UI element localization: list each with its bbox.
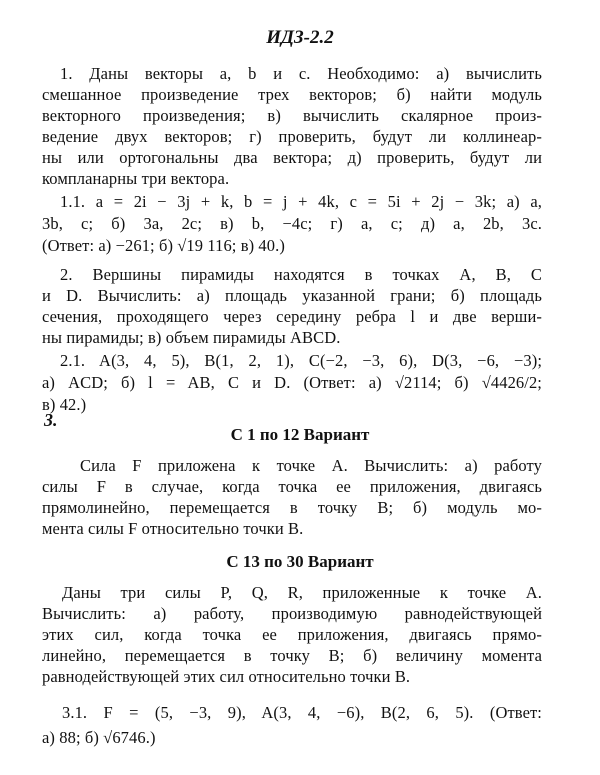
task-2-1-line-3: в) 42.)	[42, 395, 87, 414]
task-3-1-answer: а) 88; б) √6746.)	[42, 728, 156, 747]
problem-1-line-3: векторного произведения; в) вычислить скалярное произ-	[42, 106, 542, 125]
variant-1-12-line-2: силы F в случае, когда точка ее приложения, двигаясь	[42, 477, 542, 496]
task-1-1-line-1: 1.1. a = 2i − 3j + k, b = j + 4k, c = 5i + 2j − 3k; а) a,	[60, 192, 542, 211]
problem-1-line-4: ведение двух векторов; г) проверить, будут ли коллинеар-	[42, 127, 542, 146]
problem-1-line-1: 1. Даны векторы a, b и c. Необходимо: а) вычислить	[60, 64, 542, 83]
task-2-1-line-1: 2.1. A(3, 4, 5), B(1, 2, 1), C(−2, −3, 6), D(3, −6, −3);	[60, 351, 542, 370]
task-2-1-line-2: а) ACD; б) l = AB, C и D. (Ответ: а) √2114; б) √4426/2;	[42, 373, 542, 392]
problem-2-line-3: сечения, проходящего через середину ребра l и две верши-	[42, 307, 542, 326]
variant-13-30-line-4: линейно, перемещается в точку B; б) величину момента	[42, 646, 542, 665]
variant-1-12-line-1: Сила F приложена к точке A. Вычислить: а) работу	[80, 456, 542, 475]
variant-13-30-line-1: Даны три силы P, Q, R, приложенные к точке A.	[62, 583, 542, 602]
problem-1-line-5: ны или ортогональны два вектора; д) проверить, будут ли	[42, 148, 542, 167]
variant-1-12-line-3: прямолинейно, перемещается в точку B; б) модуль мо-	[42, 498, 542, 517]
variant-13-30-line-5: равнодействующей этих сил относительно точки B.	[42, 667, 411, 686]
task-3-1-line-1: 3.1. F = (5, −3, 9), A(3, 4, −6), B(2, 6, 5). (Ответ:	[62, 703, 542, 722]
problem-2-line-1: 2. Вершины пирамиды находятся в точках A, B, C	[60, 265, 542, 284]
problem-1-line-2: смешанное произведение трех векторов; б) найти модуль	[42, 85, 542, 104]
task-1-1-answer: (Ответ: а) −261; б) √19 116; в) 40.)	[42, 236, 285, 255]
problem-2-line-4: ны пирамиды; в) объем пирамиды ABCD.	[42, 328, 341, 347]
variant-13-30-line-3: этих сил, когда точка ее приложения, двигаясь прямо-	[42, 625, 542, 644]
task-1-1-line-2: 3b, c; б) 3a, 2c; в) b, −4c; г) a, c; д) a, 2b, 3c.	[42, 214, 542, 233]
problem-2-line-2: и D. Вычислить: а) площадь указанной грани; б) площадь	[42, 286, 542, 305]
document-title: ИДЗ-2.2	[266, 27, 334, 48]
variant-heading-1-12: С 1 по 12 Вариант	[230, 425, 370, 444]
problem-3-number: 3.	[44, 410, 58, 430]
problem-1-line-6: компланарны три вектора.	[42, 169, 230, 188]
variant-13-30-line-2: Вычислить: а) работу, производимую равнодействующей	[42, 604, 542, 623]
variant-heading-13-30: С 13 по 30 Вариант	[226, 552, 374, 571]
variant-1-12-line-4: мента силы F относительно точки B.	[42, 519, 304, 538]
